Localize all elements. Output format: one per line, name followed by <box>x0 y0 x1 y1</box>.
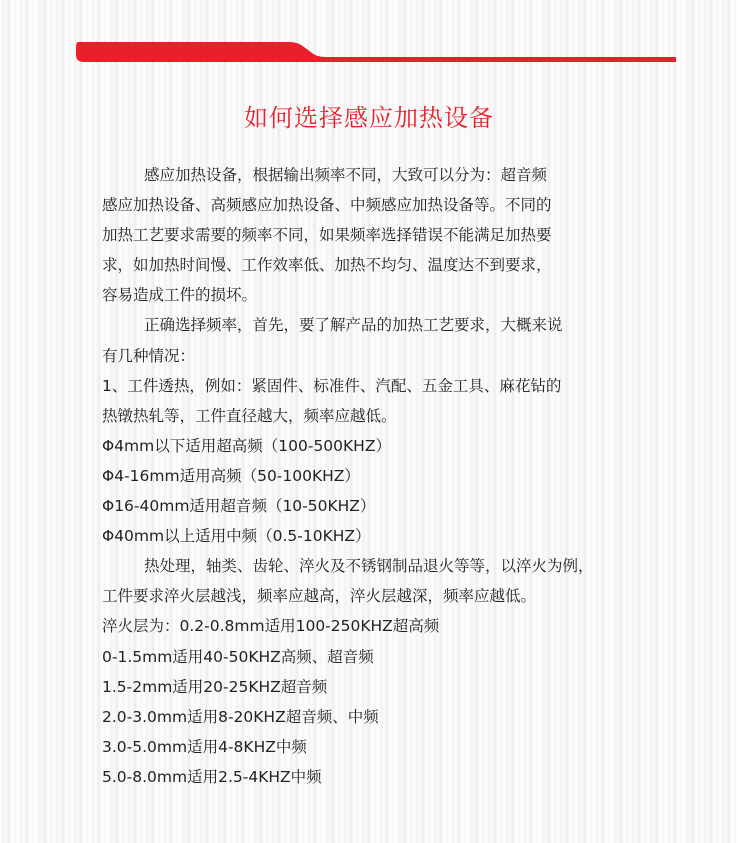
text-line: Φ4mm以下适用超高频（100-500KHZ） <box>102 436 391 455</box>
text-line: 3.0-5.0mm适用4-8KHZ中频 <box>102 737 307 756</box>
text-line: 加热工艺要求需要的频率不同，如果频率选择错误不能满足加热要 <box>102 226 552 245</box>
header-banner <box>76 42 676 66</box>
text-line: Φ4-16mm适用高频（50-100KHZ） <box>102 466 360 485</box>
text-line: 0-1.5mm适用40-50KHZ高频、超音频 <box>102 647 374 666</box>
article-body <box>102 160 662 792</box>
text-line: 热处理，轴类、齿轮、淬火及不锈钢制品退火等等，以淬火为例， <box>144 557 594 576</box>
page-title: 如何选择感应加热设备 <box>244 104 494 132</box>
text-line: Φ40mm以上适用中频（0.5-10KHZ） <box>102 527 371 546</box>
text-line: 容易造成工件的损坏。 <box>102 286 258 305</box>
text-line: 淬火层为：0.2-0.8mm适用100-250KHZ超高频 <box>102 617 440 636</box>
text-line: 感应加热设备，根据输出频率不同，大致可以分为：超音频 <box>144 166 548 184</box>
banner-shape <box>76 42 676 66</box>
text-line: Φ16-40mm适用超音频（10-50KHZ） <box>102 497 376 516</box>
text-line: 5.0-8.0mm适用2.5-4KHZ中频 <box>102 767 322 786</box>
text-line: 工件要求淬火层越浅，频率应越高，淬火层越深，频率应越低。 <box>102 587 537 606</box>
text-line: 1、工件透热，例如：紧固件、标准件、汽配、五金工具、麻花钻的 <box>102 376 562 395</box>
text-line: 感应加热设备、高频感应加热设备、中频感应加热设备等。不同的 <box>102 196 552 215</box>
text-line: 有几种情况： <box>102 346 196 365</box>
text-line: 热镦热轧等，工件直径越大，频率应越低。 <box>102 406 397 425</box>
text-line: 2.0-3.0mm适用8-20KHZ超音频、中频 <box>102 707 379 726</box>
text-line: 求，如加热时间慢、工作效率低、加热不均匀、温度达不到要求， <box>102 256 552 275</box>
text-line: 正确选择频率，首先，要了解产品的加热工艺要求，大概来说 <box>144 316 563 335</box>
text-line: 1.5-2mm适用20-25KHZ超音频 <box>102 677 328 696</box>
